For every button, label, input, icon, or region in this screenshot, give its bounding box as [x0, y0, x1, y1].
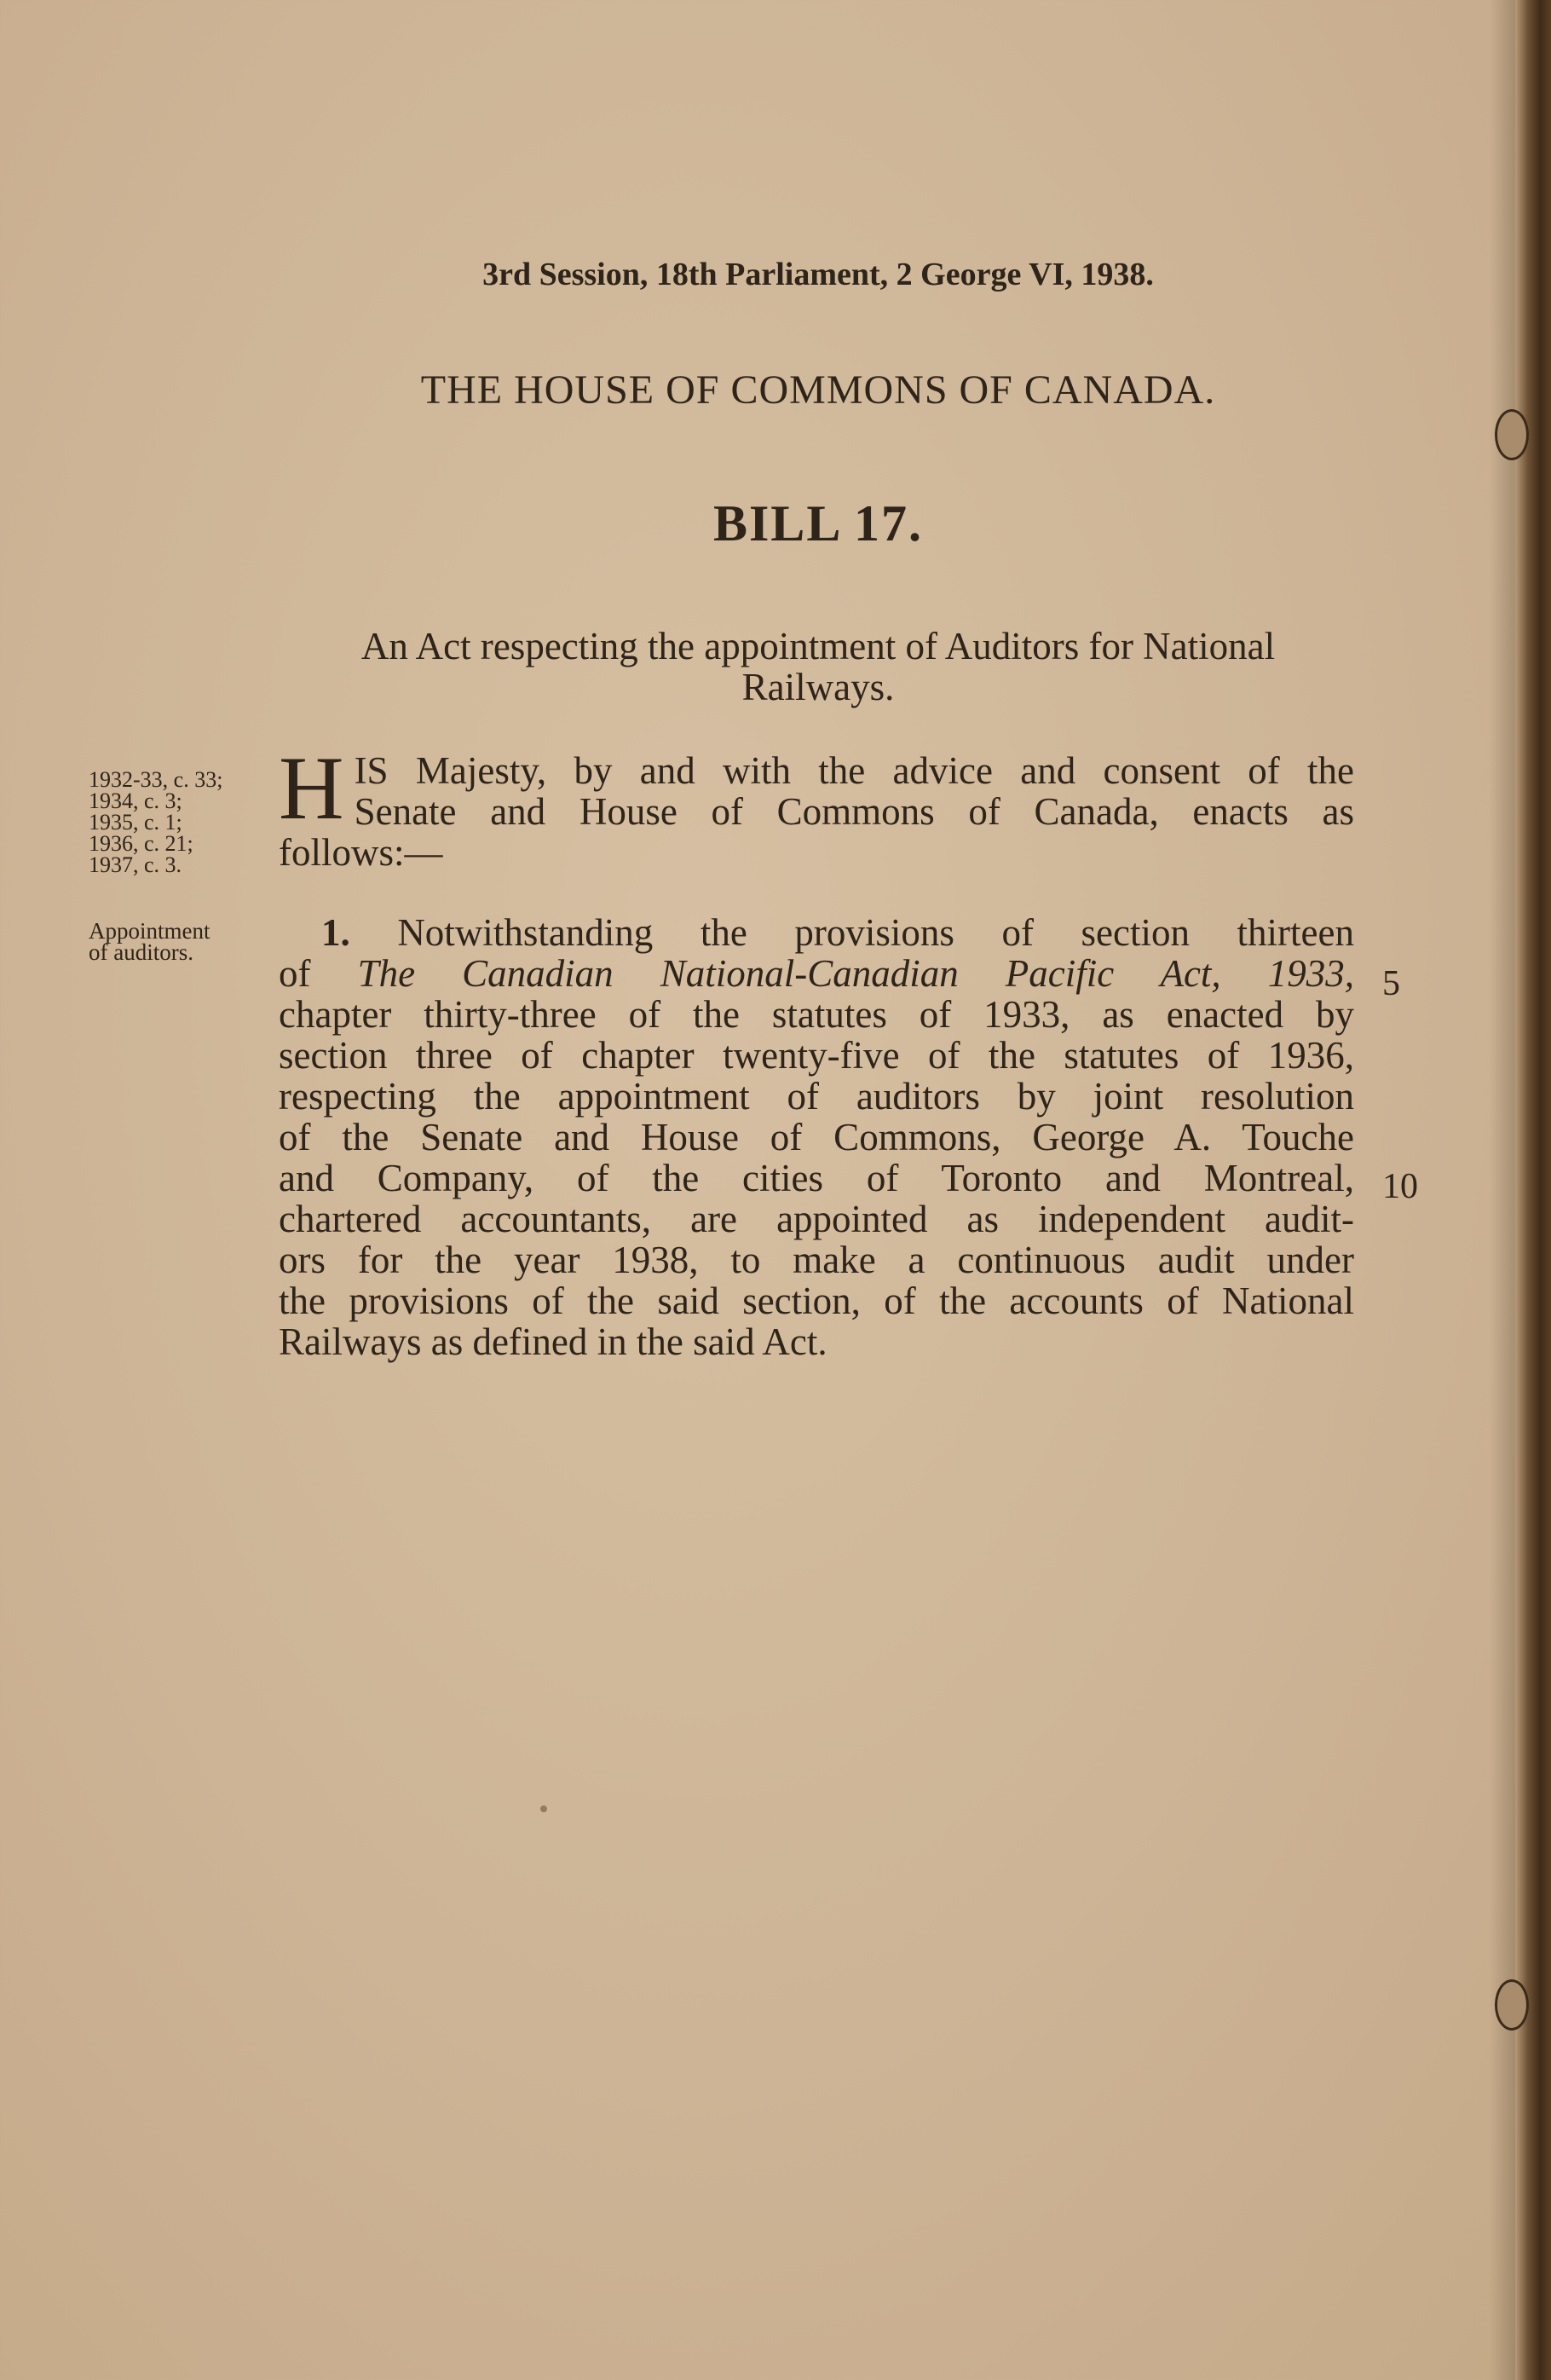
long-title-line: Railways.	[741, 666, 895, 708]
section-line: respecting the appointment of auditors by joint resolution	[279, 1075, 1354, 1118]
section-line: of the Senate and House of Commons, George A. Touche	[279, 1116, 1354, 1158]
section-line: chapter thirty-three of the statutes of 1933, as enacted by	[279, 993, 1354, 1036]
section-text: of	[279, 952, 311, 995]
long-title-line: An Act respecting the appointment of Auditors for National	[360, 625, 1276, 667]
section-line	[279, 912, 1354, 953]
binding-ring	[1495, 1979, 1529, 2031]
house-heading: THE HOUSE OF COMMONS OF CANADA.	[420, 367, 1216, 413]
section-1	[279, 912, 1354, 1362]
line-number-10: 10	[1382, 1167, 1418, 1206]
section-text: Notwithstanding the provisions of section thirteen	[397, 911, 1354, 954]
margin-note-line: of auditors.	[89, 939, 193, 965]
paper-fleck	[540, 1805, 547, 1812]
section-line: the provisions of the said section, of the accounts of National	[279, 1280, 1354, 1322]
long-title	[273, 626, 1364, 708]
act-citation: The Canadian National-Canadian Pacific Act, 1933,	[357, 952, 1354, 995]
margin-reference: 1935, c. 1;	[89, 810, 182, 835]
binding-ring	[1495, 409, 1529, 460]
bill-number: BILL 17.	[712, 495, 924, 552]
margin-note-references	[89, 769, 285, 875]
section-number: 1.	[321, 911, 350, 954]
enacting-line: Senate and House of Commons of Canada, enacts as	[354, 790, 1354, 833]
section-line: chartered accountants, are appointed as independent audit-	[279, 1198, 1354, 1240]
margin-reference: 1937, c. 3.	[89, 852, 182, 877]
margin-note-line: Appointment	[89, 918, 210, 944]
enacting-clause	[279, 738, 1354, 874]
session-heading: 3rd Session, 18th Parliament, 2 George VI, 1938.	[482, 257, 1154, 292]
enacting-line: IS Majesty, by and with the advice and consent of the	[354, 749, 1354, 792]
margin-reference: 1932-33, c. 33;	[89, 767, 223, 792]
line-number-5: 5	[1382, 964, 1400, 1003]
margin-reference: 1936, c. 21;	[89, 831, 193, 856]
margin-reference: 1934, c. 3;	[89, 789, 182, 813]
section-line: and Company, of the cities of Toronto and Montreal,	[279, 1157, 1354, 1199]
margin-note-appointment	[89, 918, 285, 965]
section-line: section three of chapter twenty-five of the statutes of 1936,	[279, 1034, 1354, 1077]
section-line: Railways as defined in the said Act.	[279, 1320, 827, 1363]
section-line	[279, 953, 1354, 994]
drop-cap: H	[279, 738, 344, 838]
section-line: ors for the year 1938, to make a continuous audit under	[279, 1239, 1354, 1281]
enacting-line: follows:—	[279, 831, 443, 874]
